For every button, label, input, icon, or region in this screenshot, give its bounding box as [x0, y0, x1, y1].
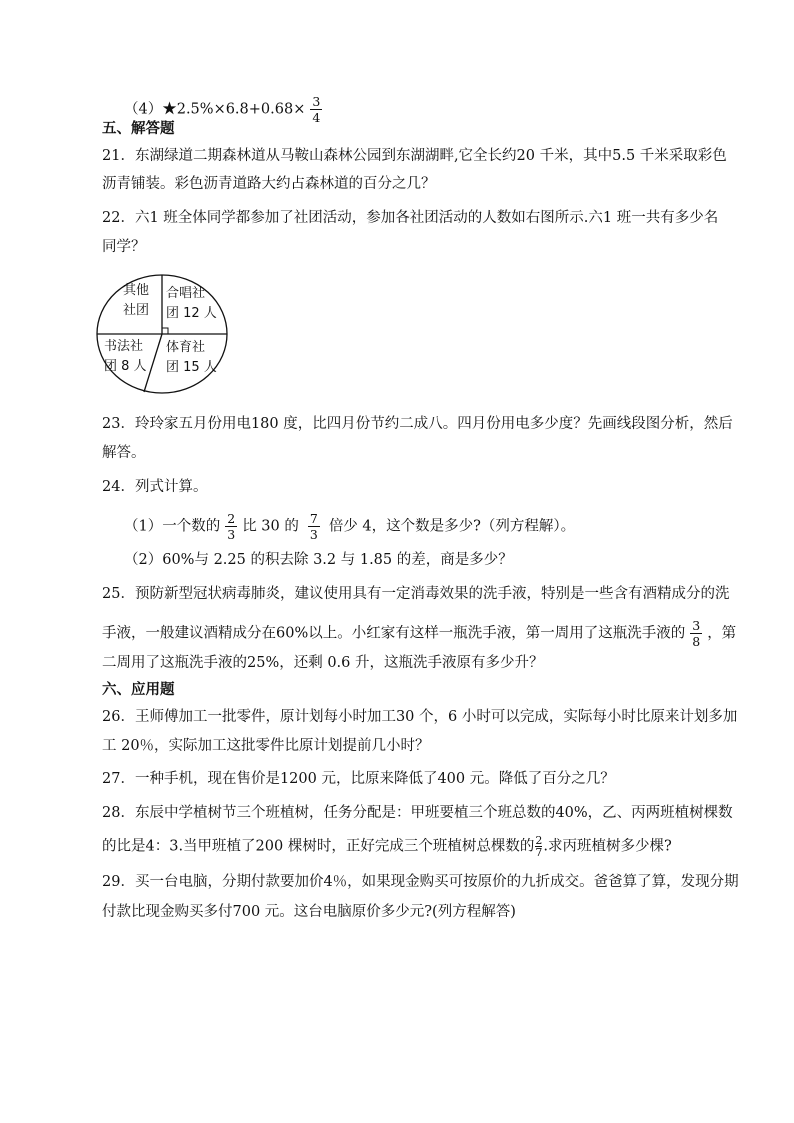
q25-line1: 25．预防新型冠状病毒肺炎，建议使用具有一定消毒效果的洗手液，特别是一些含有酒精成分的洗	[102, 586, 730, 602]
q24-part1	[124, 511, 575, 542]
fraction-3-8	[690, 618, 702, 649]
fraction-7-3	[308, 511, 320, 542]
right-angle-mark	[162, 328, 168, 334]
pie-label-choir-1: 合唱社	[166, 286, 206, 301]
q24-p1-text-c: 倍少 4，这个数是多少?（列方程解）。	[328, 518, 576, 535]
frac-den: 8	[692, 634, 701, 649]
q25-line2	[102, 618, 736, 649]
q23-line2: 解答。	[102, 445, 146, 461]
q20-4-text: （4）★2.5%×6.8+0.68×	[124, 101, 306, 118]
pie-chart	[94, 272, 234, 398]
fraction-2-7	[535, 835, 542, 858]
q24-p1-text-b: 比 30 的	[242, 518, 299, 535]
frac-num: 3	[312, 94, 321, 109]
q22-line1: 22．六1 班全体同学都参加了社团活动，参加各社团活动的人数如右图所示.六1 班一共有多少名	[102, 210, 719, 226]
section-5-title: 五、解答题	[102, 121, 175, 137]
q29-line1: 29．买一台电脑，分期付款要加价4％，如果现金购买可按原价的九折成交。爸爸算了算，发现分期	[102, 874, 739, 890]
q26-line1: 26．王师傅加工一批零件，原计划每小时加工30 个，6 小时可以完成，实际每小时比原来计划多加	[102, 709, 738, 725]
frac-den: 7	[535, 846, 543, 859]
frac-den: 3	[309, 527, 318, 542]
q28-line2-text-a: 的比是4：3.当甲班植了200 棵树时，正好完成三个班植树总棵数的	[102, 838, 535, 855]
q28-line2	[102, 835, 672, 858]
q25-line2-text-b: ，第	[707, 625, 737, 642]
pie-label-sports-2: 团 15 人	[166, 360, 217, 375]
q22-line2: 同学？	[102, 239, 146, 255]
pie-label-other-2: 社团	[123, 303, 150, 318]
frac-num: 7	[309, 511, 318, 526]
pie-label-choir-2: 团 12 人	[166, 306, 217, 321]
pie-label-other-1: 其他	[123, 283, 150, 298]
pie-label-calligraphy-2: 团 8 人	[104, 359, 147, 374]
q24-p1-text-a: （1）一个数的	[124, 518, 221, 535]
q29-line2: 付款比现金购买多付700 元。这台电脑原价多少元?(列方程解答)	[102, 904, 516, 920]
q27-line1: 27．一种手机，现在售价是1200 元，比原来降低了400 元。降低了百分之几？	[102, 771, 615, 787]
q26-line2: 工 20％，实际加工这批零件比原计划提前几小时？	[102, 738, 430, 754]
frac-num: 2	[227, 511, 236, 526]
frac-num: 3	[692, 618, 701, 633]
q24-title: 24．列式计算。	[102, 479, 208, 495]
frac-den: 4	[312, 110, 321, 125]
fraction-3-4	[310, 94, 322, 125]
q24-part2: （2）60%与 2.25 的积去除 3.2 与 1.85 的差，商是多少？	[124, 552, 513, 568]
q21-line1: 21．东湖绿道二期森林道从马鞍山森林公园到东湖湖畔,它全长约20 千米，其中5.5 千米采取彩色	[102, 148, 727, 164]
frac-num: 2	[535, 834, 543, 847]
q28-line2-text-b: .求丙班植树多少棵?	[543, 838, 672, 855]
pie-label-sports-1: 体育社	[166, 340, 206, 355]
q21-line2: 沥青铺装。彩色沥青道路大约占森林道的百分之几？	[102, 176, 436, 192]
pie-divider-bottom	[144, 334, 162, 392]
fraction-2-3	[225, 511, 237, 542]
q23-line1: 23．玲玲家五月份用电180 度，比四月份节约二成八。四月份用电多少度？先画线段图分析，然后	[102, 416, 733, 432]
q25-line2-text-a: 手液，一般建议酒精成分在60%以上。小红家有这样一瓶洗手液，第一周用了这瓶洗手液的	[102, 625, 686, 642]
q28-line1: 28．东辰中学植树节三个班植树，任务分配是：甲班要植三个班总数的40%，乙、丙两班植树棵数	[102, 805, 733, 821]
pie-label-calligraphy-1: 书法社	[104, 339, 144, 354]
q25-line3: 二周用了这瓶洗手液的25%，还剩 0.6 升，这瓶洗手液原有多少升？	[102, 655, 544, 671]
frac-den: 3	[227, 527, 236, 542]
section-6-title: 六、应用题	[102, 682, 175, 698]
